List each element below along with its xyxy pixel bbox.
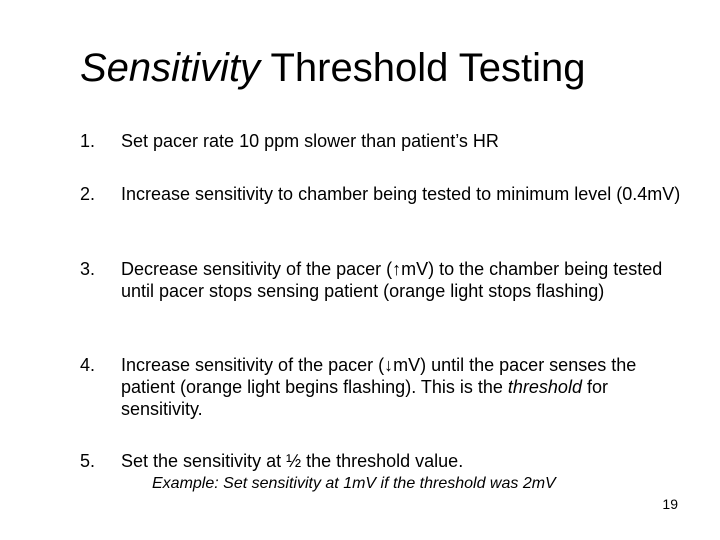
step-number: 4. (80, 355, 96, 375)
page-number: 19 (662, 496, 678, 512)
step-number: 5. (80, 451, 96, 471)
step-text: Set pacer rate 10 ppm slower than patient’s HR (121, 131, 499, 151)
step-text: Increase sensitivity to chamber being tested to minimum level (0.4mV) (121, 184, 681, 204)
step-text-before: Increase sensitivity of the pacer (↓mV) until the pacer senses the patient (orange light begins flashing). This is the (121, 355, 637, 397)
step-number: 3. (80, 259, 96, 279)
step-number: 2. (80, 184, 96, 204)
step-text (121, 354, 681, 420)
slide-title (80, 44, 700, 92)
step-text-after: for sensitivity. (121, 377, 608, 419)
title-emphasis: Sensitivity (80, 46, 261, 90)
example-note: Example: Set sensitivity at 1mV if the threshold was 2mV (152, 475, 556, 492)
step-text-emphasis: threshold (507, 377, 582, 397)
title-rest: Threshold Testing (260, 46, 586, 90)
step-number: 1. (80, 131, 96, 151)
step-text: Set the sensitivity at ½ the threshold value. (121, 451, 464, 471)
step-text: Decrease sensitivity of the pacer (↑mV) to the chamber being tested until pacer stops sensing patient (orange light stops flashing) (121, 259, 663, 301)
